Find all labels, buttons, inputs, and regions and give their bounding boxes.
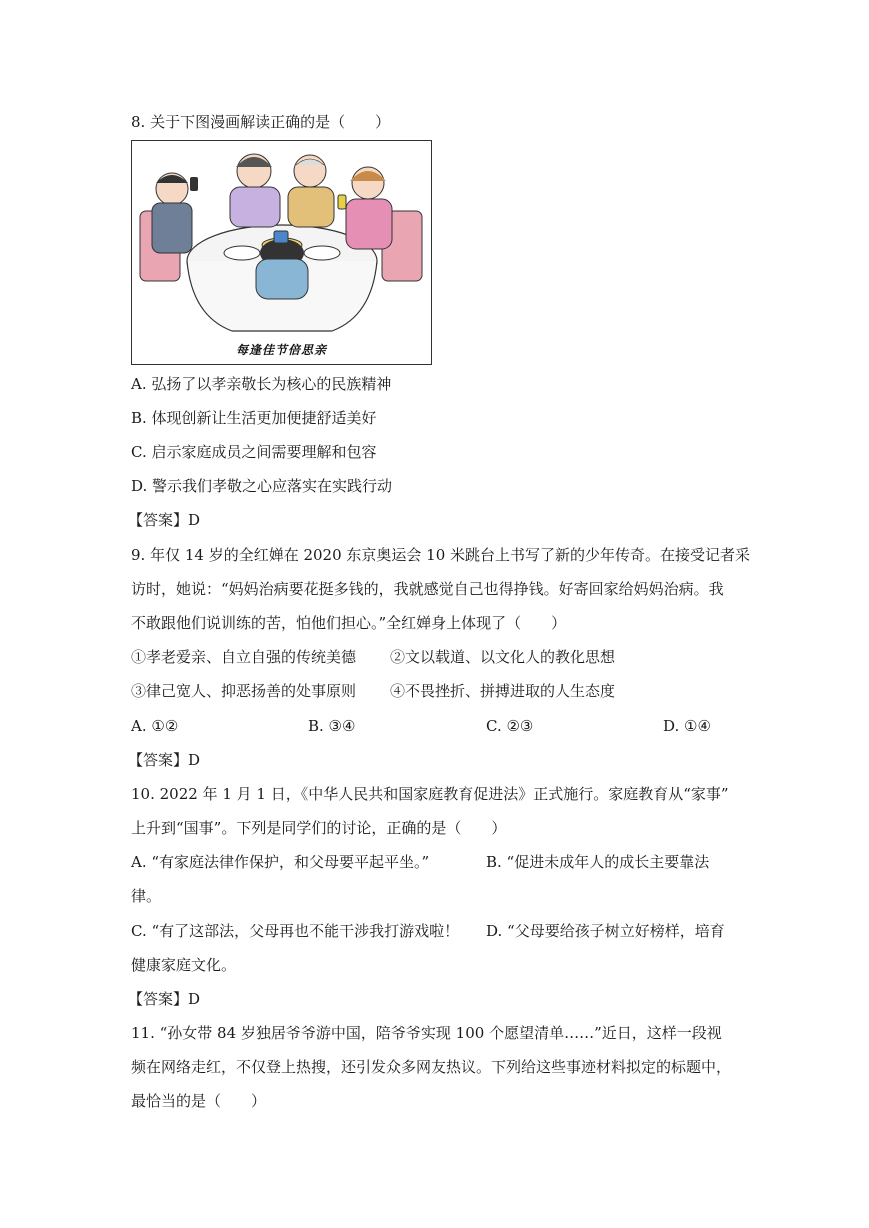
q9-option-c: C. ②③ (486, 717, 534, 735)
q9-stem-line-2: 访时，她说：“妈妈治病要花挺多钱的，我就感觉自己也得挣钱。好寄回家给妈妈治病。我 (131, 580, 724, 598)
q10-option-b: B. “促进未成年人的成长主要靠法 (486, 853, 710, 871)
cartoon-image (131, 140, 432, 365)
q11-stem-line-1: 11. “孙女带 84 岁独居爷爷游中国，陪爷爷实现 100 个愿望清单……”近日，这样一段视 (131, 1024, 722, 1042)
q11-stem-line-2: 频在网络走红，不仅登上热搜，还引发众多网友热议。下列给这些事迹材料拟定的标题中， (131, 1058, 732, 1076)
cartoon-caption: 每逢佳节倍思亲 (235, 343, 327, 357)
q9-item-2: ②文以载道、以文化人的教化思想 (390, 648, 616, 666)
question-8-stem: 8. 关于下图漫画解读正确的是（ ） (131, 113, 391, 131)
q10-option-d-continued: 健康家庭文化。 (131, 956, 237, 974)
q9-option-b: B. ③④ (308, 717, 356, 735)
q10-option-c: C. “有了这部法，父母再也不能干涉我打游戏啦！ (131, 922, 460, 940)
q11-stem-line-3: 最恰当的是（ ） (131, 1092, 267, 1110)
q8-answer: 【答案】D (128, 511, 201, 529)
q10-answer: 【答案】D (128, 990, 201, 1008)
q10-option-a: A. “有家庭法律作保护，和父母要平起平坐。” (131, 853, 430, 871)
q10-option-d: D. “父母要给孩子树立好榜样，培育 (486, 922, 725, 940)
q10-stem-line-1: 10. 2022 年 1 月 1 日，《中华人民共和国家庭教育促进法》正式施行。家庭教育从“家事” (131, 785, 729, 803)
q9-item-1: ①孝老爱亲、自立自强的传统美德 (131, 648, 357, 666)
q9-option-d: D. ①④ (663, 717, 711, 735)
q8-option-b: B. 体现创新让生活更加便捷舒适美好 (131, 409, 377, 427)
q9-item-4: ④不畏挫折、拼搏进取的人生态度 (390, 682, 616, 700)
q10-stem-line-2: 上升到“国事”。下列是同学们的讨论，正确的是（ ） (131, 819, 507, 837)
q8-option-a: A. 弘扬了以孝亲敬长为核心的民族精神 (131, 375, 392, 393)
q9-answer: 【答案】D (128, 751, 201, 769)
q9-option-a: A. ①② (131, 717, 179, 735)
q8-option-c: C. 启示家庭成员之间需要理解和包容 (131, 443, 377, 461)
q9-stem-line-3: 不敢跟他们说训练的苦，怕他们担心。”全红婵身上体现了（ ） (131, 614, 567, 632)
q9-stem-line-1: 9. 年仅 14 岁的全红婵在 2020 东京奥运会 10 米跳台上书写了新的少年传奇。在接受记者采 (131, 546, 751, 564)
family-dinner-illustration (132, 141, 431, 364)
q9-item-3: ③律己宽人、抑恶扬善的处事原则 (131, 682, 357, 700)
q10-option-b-continued: 律。 (131, 887, 162, 905)
q8-option-d: D. 警示我们孝敬之心应落实在实践行动 (131, 477, 393, 495)
